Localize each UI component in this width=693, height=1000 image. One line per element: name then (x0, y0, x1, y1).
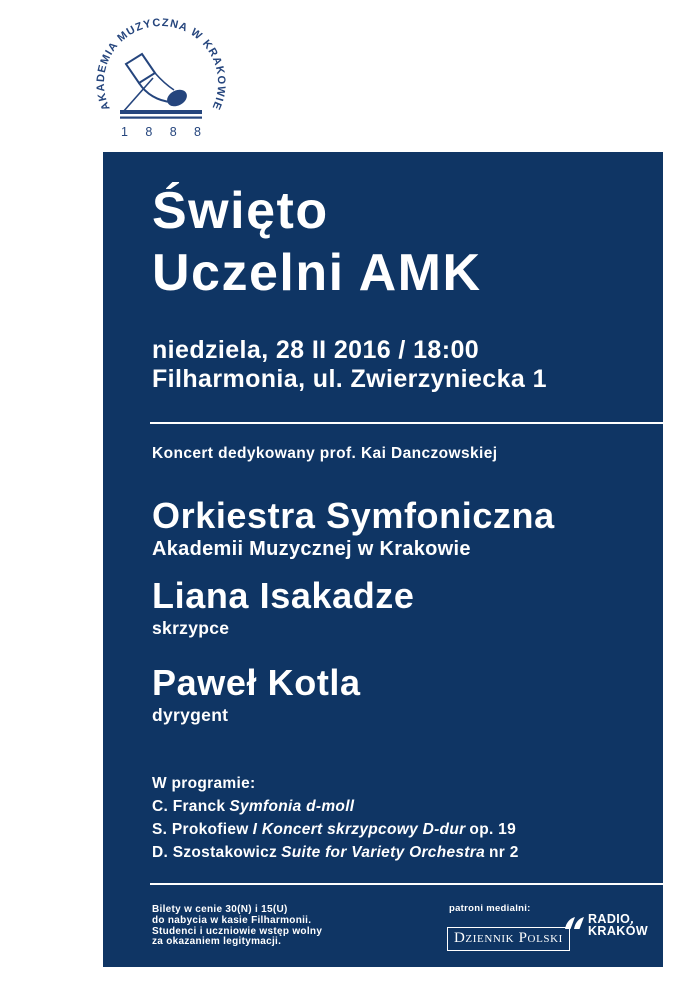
program-suffix: op. 19 (469, 821, 517, 838)
poster-title-line2: Uczelni AMK (152, 244, 482, 302)
poster-panel (103, 152, 663, 967)
logo-rule-thick (120, 110, 202, 114)
program-work: Symfonia d-moll (229, 798, 355, 815)
program-item (152, 795, 519, 818)
orchestra-name: Orkiestra Symfoniczna (152, 495, 555, 536)
media-patrons-label: patroni medialni: (449, 903, 531, 914)
poster-title-line1: Święto (152, 182, 329, 240)
divider-bottom (150, 883, 663, 885)
dedication-line: Koncert dedykowany prof. Kai Danczowskiej (152, 445, 498, 462)
tickets-line: Bilety w cenie 30(N) i 15(U) (152, 904, 288, 915)
radio-krakow-wordmark (588, 914, 648, 937)
soloist-role: skrzypce (152, 618, 230, 638)
poster-title (152, 180, 482, 304)
program-suffix: nr 2 (489, 844, 519, 861)
academy-logo-svg (86, 18, 236, 146)
academy-arc-text-holder (95, 18, 227, 112)
radio-quote-icon (565, 916, 584, 934)
soloist-block (152, 576, 415, 640)
radio-line1: RADIO. (588, 912, 635, 926)
orchestra-subtitle: Akademii Muzycznej w Krakowie (152, 538, 471, 560)
program-heading: W programie: (152, 775, 256, 792)
grand-piano-icon (123, 54, 190, 112)
event-date: niedziela, 28 II 2016 / 18:00 (152, 336, 480, 364)
tickets-line: za okazaniem legitymacji. (152, 936, 282, 948)
radio-line2: KRAKÓW (588, 923, 649, 938)
event-schedule (152, 336, 547, 394)
academy-arc-text: AKADEMIA MUZYCZNA W KRAKOWIE (94, 18, 228, 113)
program-work: Suite for Variety Orchestra (281, 844, 486, 861)
conductor-block (152, 663, 361, 727)
logo-rule-thin (120, 117, 202, 119)
tickets-info (152, 905, 322, 948)
soloist-name: Liana Isakadze (152, 575, 415, 616)
program-block (152, 772, 519, 864)
conductor-role: dyrygent (152, 705, 229, 725)
radio-krakow-logo (565, 914, 648, 937)
academy-logo (86, 18, 236, 146)
program-item (152, 818, 519, 841)
conductor-name: Paweł Kotla (152, 662, 361, 703)
program-work: I Koncert skrzypcowy D-dur (252, 821, 466, 838)
program-composer: S. Prokofiew (152, 821, 249, 838)
event-venue: Filharmonia, ul. Zwierzyniecka 1 (152, 365, 547, 393)
program-composer: C. Franck (152, 798, 226, 815)
orchestra-block (152, 496, 555, 562)
divider-top (150, 422, 663, 424)
dziennik-polski-logo: Dziennik Polski (447, 927, 570, 951)
tickets-line: Studenci i uczniowie wstęp wolny (152, 925, 323, 937)
founding-year: 1 8 8 8 (121, 125, 201, 139)
program-composer: D. Szostakowicz (152, 844, 278, 861)
program-item (152, 841, 519, 864)
tickets-line: do nabycia w kasie Filharmonii. (152, 914, 312, 926)
